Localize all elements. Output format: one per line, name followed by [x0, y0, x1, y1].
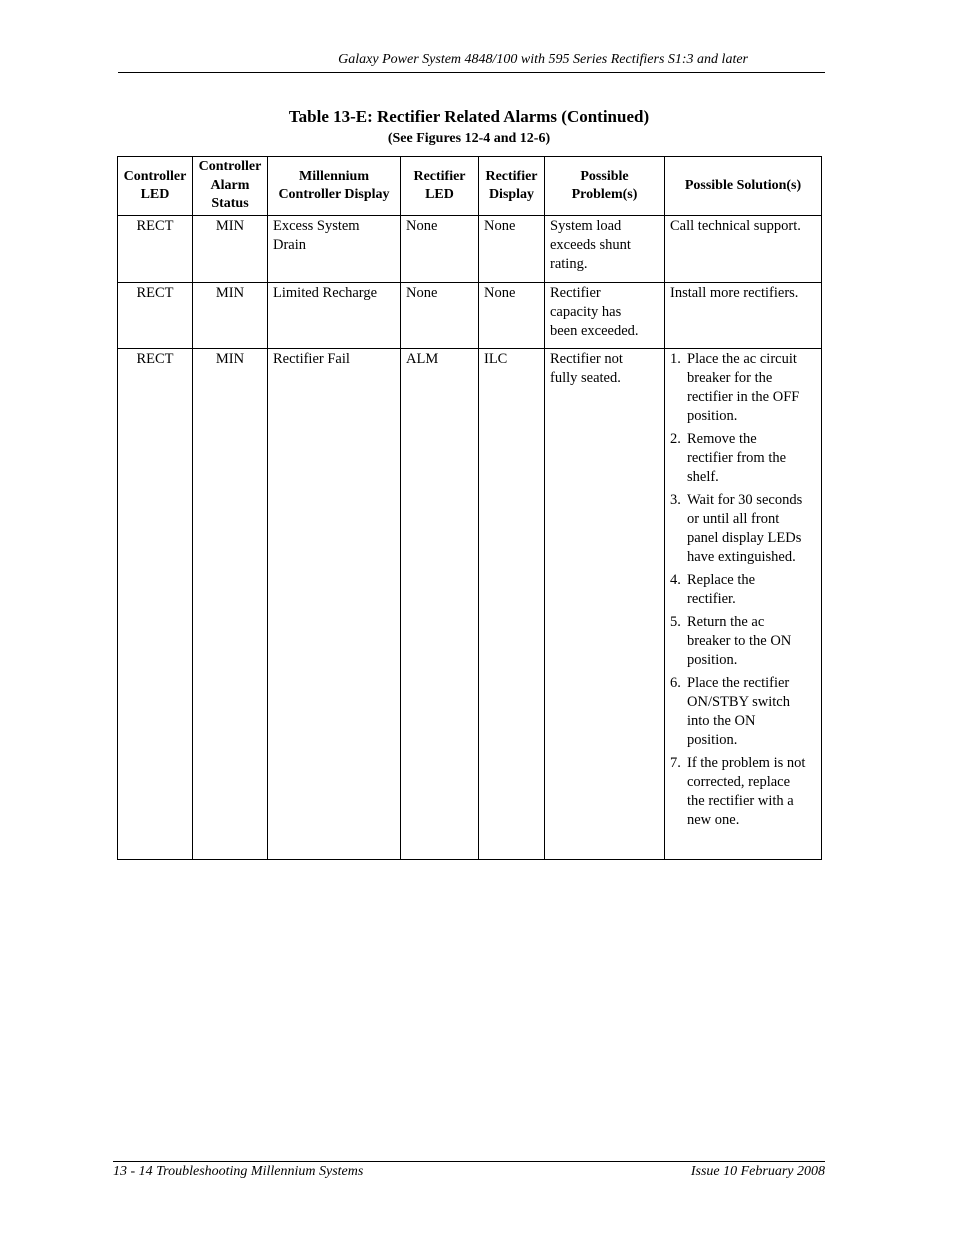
page-footer	[113, 1161, 825, 1184]
cell-possible-problem: Rectifier not fully seated.	[545, 349, 665, 860]
footer-issue-date: Issue 10 February 2008	[690, 1164, 825, 1179]
cell-controller-display: Limited Recharge	[268, 283, 401, 349]
column-header-rectifier-led: Rectifier LED	[401, 157, 479, 216]
cell-alarm-status: MIN	[193, 283, 268, 349]
table-title: Table 13-E: Rectifier Related Alarms (Continued)	[288, 107, 650, 126]
cell-rectifier-led: None	[401, 216, 479, 283]
cell-controller-led: RECT	[118, 349, 193, 860]
column-header-controller-led: Controller LED	[118, 157, 193, 216]
column-header-alarm-status: Controller Alarm Status	[193, 157, 268, 216]
page-header	[118, 52, 825, 73]
table-header-row	[118, 157, 822, 216]
table-row	[118, 349, 822, 860]
table-row	[118, 283, 822, 349]
column-header-rectifier-display: Rectifier Display	[479, 157, 545, 216]
rectifier-alarms-table	[117, 156, 822, 860]
table-row	[118, 216, 822, 283]
cell-possible-solution	[665, 349, 822, 860]
cell-rectifier-display: ILC	[479, 349, 545, 860]
list-item: 5. Return the ac breaker to the ON position.	[670, 614, 792, 668]
list-item: 1. Place the ac circuit breaker for the rectifier in the OFF position.	[670, 351, 800, 424]
cell-rectifier-display: None	[479, 216, 545, 283]
cell-rectifier-led: None	[401, 283, 479, 349]
cell-possible-solution: Install more rectifiers.	[665, 283, 822, 349]
cell-possible-solution: Call technical support.	[665, 216, 822, 283]
column-header-controller-display: Millennium Controller Display	[268, 157, 401, 216]
cell-rectifier-led: ALM	[401, 349, 479, 860]
column-header-possible-solutions: Possible Solution(s)	[665, 157, 822, 216]
table-subtitle: (See Figures 12-4 and 12-6)	[387, 131, 551, 146]
list-item: 2. Remove the rectifier from the shelf.	[670, 431, 787, 485]
column-header-possible-problems: Possible Problem(s)	[545, 157, 665, 216]
cell-controller-led: RECT	[118, 216, 193, 283]
cell-alarm-status: MIN	[193, 349, 268, 860]
running-title: Galaxy Power System 4848/100 with 595 Series Rectifiers S1:3 and later	[338, 52, 748, 67]
list-item: 6. Place the rectifier ON/STBY switch into the ON position.	[670, 675, 790, 748]
cell-alarm-status: MIN	[193, 216, 268, 283]
cell-possible-problem: Rectifier capacity has been exceeded.	[545, 283, 665, 349]
cell-rectifier-display: None	[479, 283, 545, 349]
cell-controller-display: Excess System Drain	[268, 216, 401, 283]
cell-possible-problem: System load exceeds shunt rating.	[545, 216, 665, 283]
cell-controller-led: RECT	[118, 283, 193, 349]
list-item: 7. If the problem is not corrected, replace the rectifier with a new one.	[670, 755, 806, 828]
list-item: 4. Replace the rectifier.	[670, 572, 756, 607]
cell-controller-display: Rectifier Fail	[268, 349, 401, 860]
list-item: 3. Wait for 30 seconds or until all front panel display LEDs have extinguished.	[670, 492, 803, 565]
footer-section-label: 13 - 14 Troubleshooting Millennium Systems	[113, 1164, 364, 1179]
solution-steps-list	[670, 350, 816, 830]
